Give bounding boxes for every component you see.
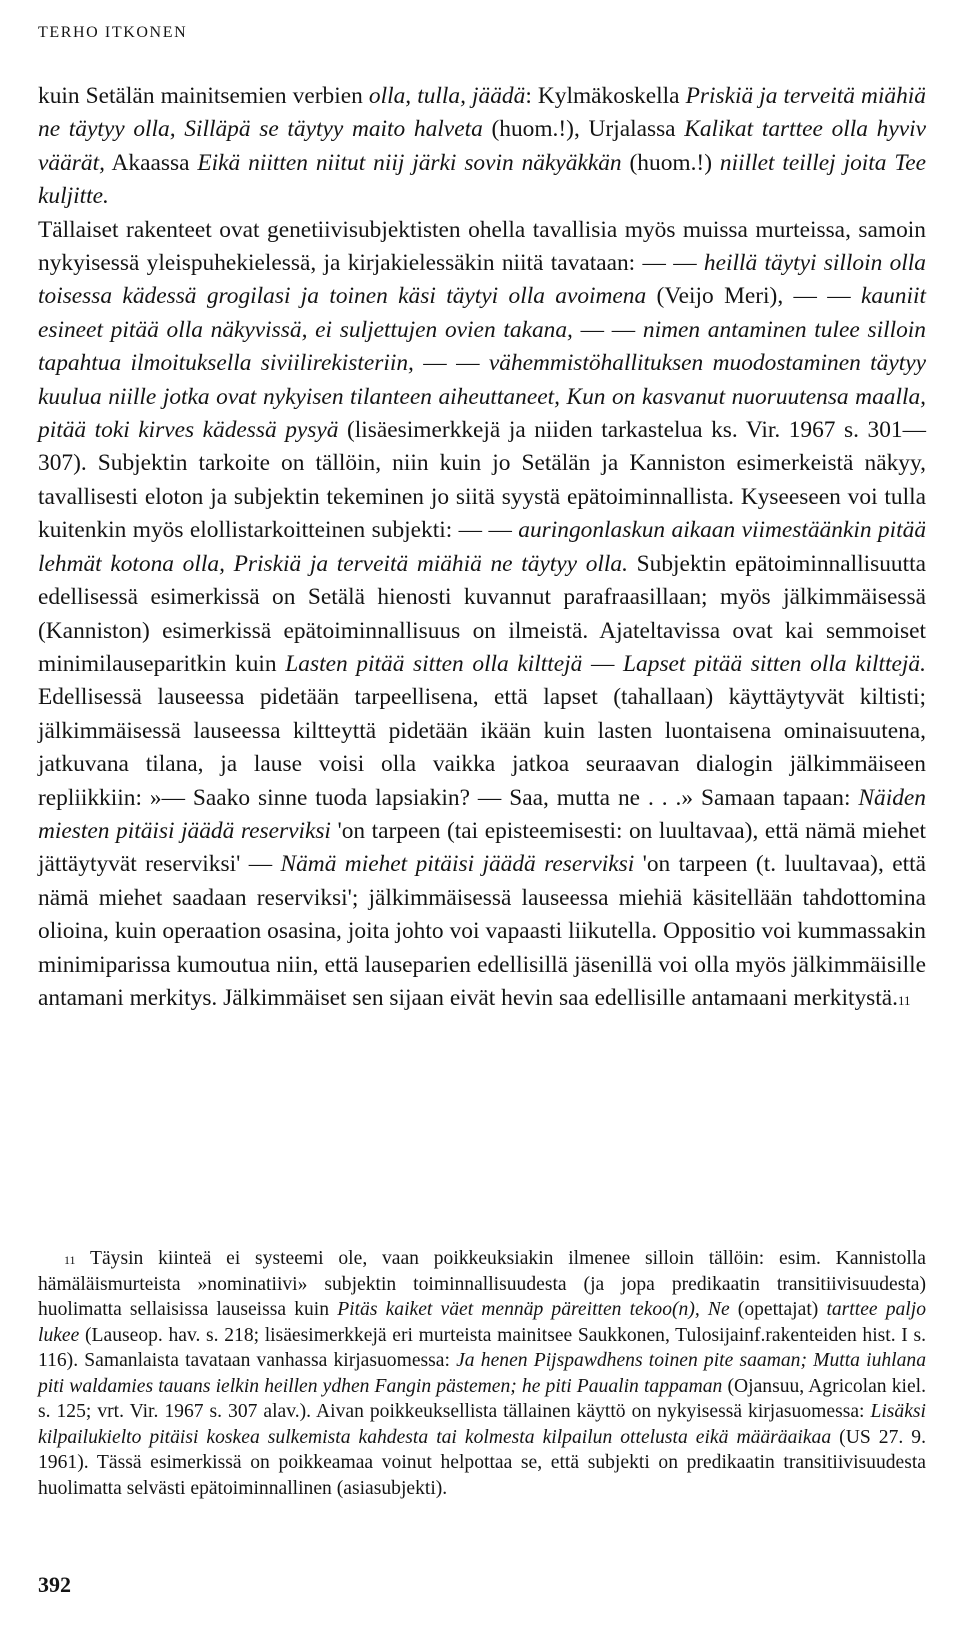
text-run: — (582, 650, 624, 677)
text-run: (huom.!), Urjalassa (482, 116, 685, 143)
italic-example: Priskiä ja terveitä miähiä ne täytyy olla, Silläpä se täytyy maito halveta (38, 83, 926, 143)
paragraph-1 (38, 80, 926, 214)
paragraph-2 (38, 214, 926, 1016)
text-run: Täysin kiinteä ei systeemi ole, vaan poikkeuksiakin ilmenee silloin tällöin: esim. Kannistolla hämäläismurteista »nominatiivi» subjektin toiminnallisuudesta (ja jopa predikaatin transitiivisuudesta) huolimatta sellaisissa lauseissa kuin (38, 1248, 927, 1320)
italic-example: Ja henen Pijspawdhens toinen pite saaman; Mutta iuhlana piti waldamies tauans ielkin heillen ydhen Fangin pästemen; he piti Paualin tappaman (38, 1350, 926, 1397)
text-run: Subjektin epätoiminnallisuutta edellisessä esimerkissä on Setälä hienosti kuvannut parafraasillaan; myös jälkimmäisessä (Kanniston) esimerkissä epätoiminnallisuus on ilmeistä. Ajateltavissa ovat kai semmoiset minimilauseparitkin kuin (38, 550, 926, 677)
italic-example: Lisäksi kilpailukielto pitäisi koskea sulkemista kahdesta tai kolmesta kilpailun ottelusta eikä määräaikaa (38, 1401, 926, 1448)
text-run: — — (413, 350, 489, 377)
text-run: (huom.!) (621, 149, 720, 176)
running-head: TERHO ITKONEN (38, 24, 188, 41)
italic-example: auringonlaskun aikaan viimestäänkin pitää lehmät kotona olla, Priskiä ja terveitä miähiä ne täytyy olla. (38, 517, 927, 577)
text-run: kuin Setälän mainitsemien verbien (38, 83, 369, 109)
footnote (38, 1246, 926, 1501)
italic-example: Lapset pitää sitten olla kilttejä. (623, 650, 926, 677)
italic-example: tarttee paljo lukee (38, 1299, 926, 1346)
italic-example: heillä täytyi silloin olla toisessa kädessä grogilasi ja toinen käsi täytyi olla avoimena (38, 250, 926, 310)
footnote-number: 11 (64, 1253, 76, 1267)
text-run: (US 27. 9. 1961). Tässä esimerkissä on poikkeamaa voinut helpottaa se, että subjekti on predikaatin transitiivisuudesta huolimatta selvästi epätoiminnallinen (asiasubjekti). (38, 1426, 926, 1499)
text-run: (Lauseop. hav. s. 218; lisäesimerkkejä eri murteista mainitsee Saukkonen, Tulosijainf.rakenteiden hist. I s. 116). Samanlaista tavataan vanhassa kirjasuomessa: (38, 1324, 926, 1371)
italic-example: Eikä niitten niitut niij järki sovin näkyäkkän (197, 149, 622, 176)
text-run: : Kylmäkoskella (525, 83, 686, 109)
text-run: Tällaiset rakenteet ovat genetiivisubjektisten ohella tavallisia myös muissa murteissa, samoin nykyisessä yleispuhekielessä, ja kirjakielessäkin niitä tavataan: — — (38, 216, 926, 277)
italic-example: Nämä miehet pitäisi jäädä reserviksi (280, 851, 635, 878)
italic-example: Näiden miesten pitäisi jäädä reserviksi (38, 784, 926, 844)
main-text (38, 80, 926, 1015)
italic-example: Pitäs kaiket väet mennäp päreitten tekoo(n), Ne (337, 1299, 730, 1320)
text-run: (Ojansuu, Agricolan kiel. s. 125; vrt. Vir. 1967 s. 307 alav.). Aivan poikkeuksellista tällainen käyttö on nykyisessä kirjasuomessa: (38, 1375, 926, 1422)
italic-example: kauniit esineet pitää olla näkyvissä, ei suljettujen ovien takana, (38, 283, 926, 343)
text-run: (opettajat) (729, 1299, 827, 1320)
text-run: — — (572, 316, 643, 343)
italic-example: Kalikat tarttee olla hyviv väärät, (38, 116, 927, 176)
text-run: Akaassa (104, 149, 198, 176)
text-run: (Veijo Meri), — — (646, 283, 862, 310)
footnote-body (38, 1248, 926, 1499)
text-run: Edellisessä lauseessa pidetään tarpeellisena, että lapset (tahallaan) käyttäytyvät kiltisti; jälkimmäisessä lauseessa kiltteyttä pidetään ikään kuin lasten luontaisena ominaisuutena, jatkuvana tilana, ja lause voisi olla vaikka jatkoa seuraavan dialogin jälkimmäiseen repliikkiin: »— Saako sinne tuoda lapsiakin? — Saa, mutta ne . . .» Samaan tapaan: (38, 684, 926, 811)
page-number: 392 (38, 1572, 71, 1597)
italic-example: niillet teillej joita Tee kuljitte. (38, 149, 926, 210)
footnote-text (38, 1246, 926, 1501)
italic-example: olla, tulla, jäädä (368, 83, 526, 109)
paragraph-2-text (38, 217, 926, 1011)
italic-example: Lasten pitää sitten olla kilttejä (285, 650, 583, 677)
italic-example: vähemmistöhallituksen muodostaminen täytyy kuulua niille jotka ovat nykyisen tilanteen aiheuttaneet, Kun on kasvanut nuoruutensa maalla, pitää toki kirves kädessä pysyä (38, 350, 927, 444)
footnote-reference: 11 (898, 992, 911, 1008)
italic-example: nimen antaminen tulee silloin tapahtua ilmoituksella siviilirekisteriin, (38, 316, 926, 377)
text-run: (lisäesimerkkejä ja niiden tarkastelua ks. Vir. 1967 s. 301—307). Subjektin tarkoite on tällöin, niin kuin jo Setälän ja Kanniston esimerkeistä näkyy, tavallisesti eloton ja subjektin tekeminen jo siitä syystä epätoiminnallista. Kyseeseen voi tulla kuitenkin myös elollistarkoitteinen subjekti: — — (38, 417, 926, 544)
text-run: 'on tarpeen (t. luultavaa), että nämä miehet saadaan reserviksi'; jälkimmäisessä lauseessa miehiä käsitellään tahdottomina olioina, kuin operaation osasina, joita johto voi vapaasti liikutella. Oppositio voi kummassakin minimiparissa kumoutua niin, että lauseparien edellisillä jäsenillä voi olla myös jälkimmäisille antamani merkitys. Jälkimmäiset sen sijaan eivät hevin saa edellisille antamaani merkitystä. (38, 851, 926, 1011)
text-run: 'on tarpeen (tai episteemisesti: on luultavaa), että nämä miehet jättäytyvät reserviksi' — (38, 817, 926, 878)
